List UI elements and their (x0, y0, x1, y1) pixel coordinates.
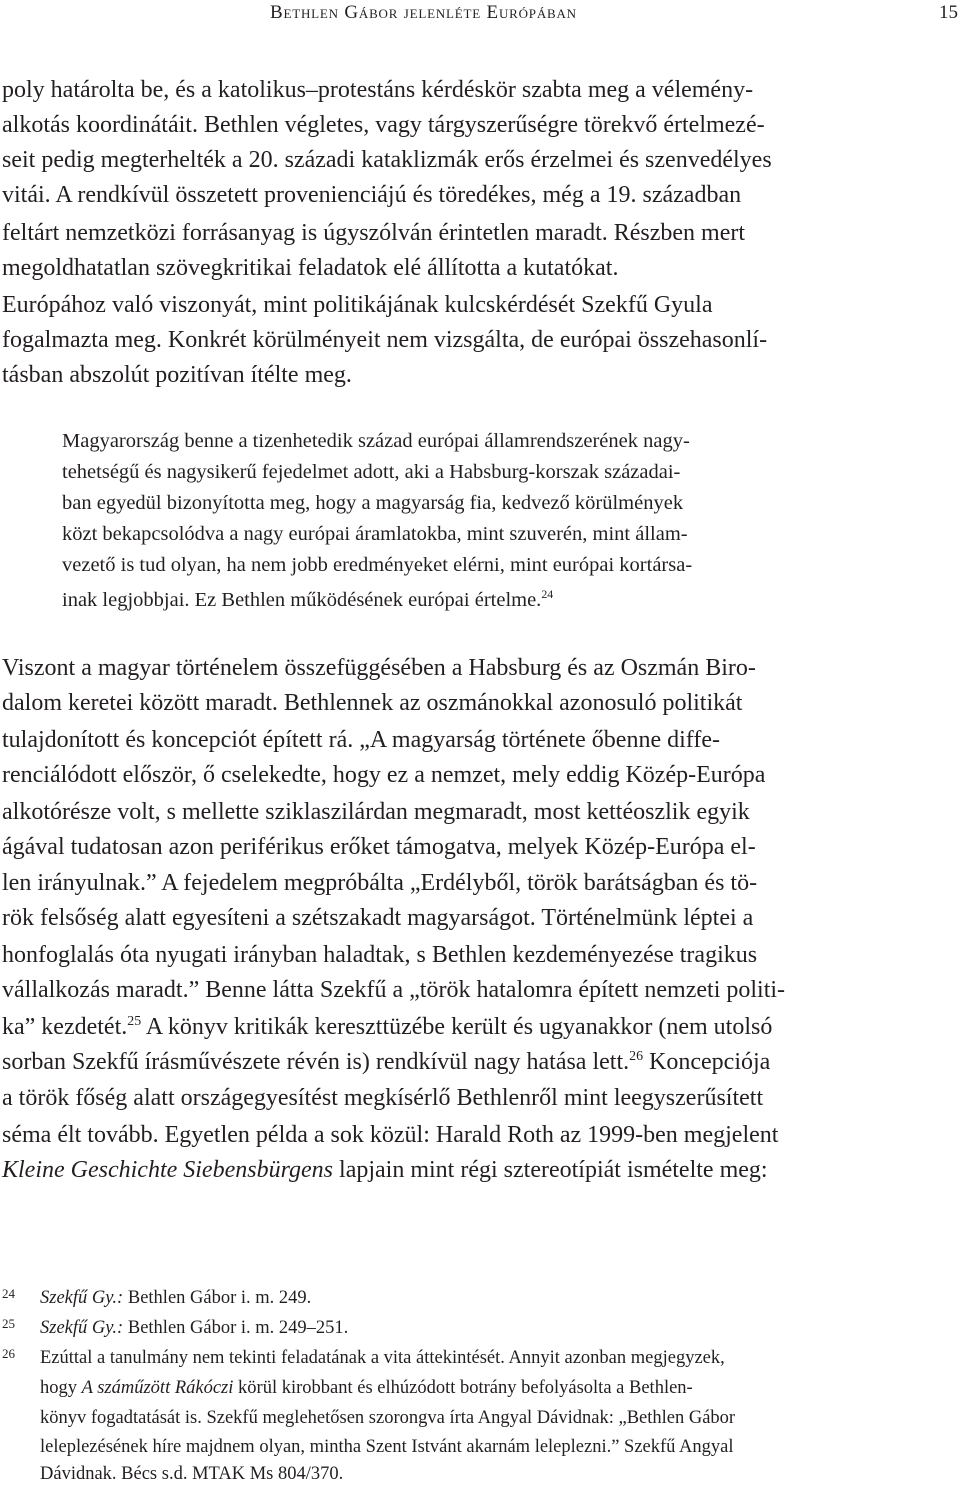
text-span: Koncepciója (643, 1049, 771, 1075)
text-line: vitái. A rendkívül összetett provenienciájú és töredékes, még a 19. században (2, 182, 742, 208)
quote-line: Magyarország benne a tizenhetedik század európai államrendszerének nagy- (62, 430, 690, 452)
text-line: rök felsőség alatt egyesíteni a szétszakadt magyarságot. Történelmünk léptei a (2, 905, 754, 931)
footnote-26-line (40, 1376, 693, 1400)
text-line: alkotórésze volt, s mellette sziklaszilárdan megmaradt, most kettéoszlik egyik (2, 799, 750, 825)
text-line: poly határolta be, és a katolikus–protestáns kérdéskör szabta meg a vélemény- (2, 77, 754, 103)
running-head: Bethlen Gábor jelenléte Európában (270, 2, 577, 23)
text-line: seit pedig megterhelték a 20. századi kataklizmák erős érzelmei és szenvedélyes (2, 147, 772, 173)
footnote-ref[interactable]: 26 (629, 1049, 644, 1064)
text-line: feltárt nemzetközi forrásanyag is úgyszólván érintetlen maradt. Részben mert (2, 220, 746, 246)
text-line: alkotás koordinátáit. Bethlen végletes, vagy tárgyszerűségre törekvő értelmezé- (2, 112, 765, 138)
footnote-26-line: könyv fogadtatását is. Szekfű meglehetősen szorongva írta Angyal Dávidnak: „Bethlen Gábor (40, 1408, 736, 1428)
quote-line: tehetségű és nagysikerű fejedelmet adott, aki a Habsburg-korszak századai- (62, 461, 681, 483)
text-line: a török főség alatt országegyesítést megkísérlő Bethlenről mint leegyszerűsített (2, 1085, 764, 1111)
text-line (2, 1155, 768, 1185)
footnote-text: Bethlen Gábor i. m. 249–251. (123, 1318, 349, 1338)
footnote-24 (40, 1286, 311, 1310)
text-line: tulajdonított és koncepciót épített rá. „A magyarság története őbenne diffe- (2, 727, 720, 753)
footnote-text: hogy (40, 1378, 82, 1398)
page-number: 15 (939, 2, 958, 23)
quote-line: ban egyedül bizonyította meg, hogy a magyarság fia, kedvező körülmények (62, 492, 684, 514)
book-title: A száműzött Rákóczi (81, 1378, 234, 1398)
text-line (2, 1012, 772, 1042)
text-line: Viszont a magyar történelem összefüggésében a Habsburg és az Oszmán Biro- (2, 655, 756, 681)
text-line: ágával tudatosan azon periférikus erőket támogatva, melyek Közép-Európa el- (2, 834, 756, 860)
footnote-number: 24 (2, 1286, 15, 1301)
text-line: fogalmazta meg. Konkrét körülményeit nem vizsgálta, de európai összehasonlí- (2, 327, 768, 353)
text-span: lapjain mint régi sztereotípiát ismételte meg: (333, 1157, 768, 1183)
text-line: len irányulnak.” A fejedelem megpróbálta „Erdélyből, török barátságban és tö- (2, 870, 758, 896)
quote-text: inak legjobbjai. Ez Bethlen működésének európai értelme. (62, 589, 542, 611)
footnote-number: 26 (2, 1346, 15, 1361)
footnote-text: körül kirobbant és elhúzódott botrány befolyásolta a Bethlen- (233, 1378, 693, 1398)
text-line: séma élt tovább. Egyetlen példa a sok közül: Harald Roth az 1999-ben megjelent (2, 1122, 779, 1148)
text-line: honfoglalás óta nyugati irányban haladtak, s Bethlen kezdeményezése tragikus (2, 942, 758, 968)
page-header (0, 0, 960, 30)
footnote-26-line: Dávidnak. Bécs s.d. MTAK Ms 804/370. (40, 1464, 344, 1484)
footnote-26-line: leleplezésének híre majdnem olyan, mintha Szent Istvánt akarnám leleplezni.” Szekfű Angyal (40, 1437, 734, 1457)
footnote-ref[interactable]: 24 (541, 587, 554, 602)
quote-line: vezető is tud olyan, ha nem jobb eredményeket elérni, mint európai kortársa- (62, 554, 693, 576)
text-span: ka” kezdetét. (2, 1014, 128, 1040)
footnote-26-line: Ezúttal a tanulmány nem tekinti feladatának a vita áttekintését. Annyit azonban megjegyzek, (40, 1348, 725, 1368)
footnote-text: Bethlen Gábor i. m. 249. (123, 1288, 312, 1308)
text-line (2, 1047, 770, 1077)
text-line: tásban abszolút pozitívan ítélte meg. (2, 362, 352, 388)
footnote-ref[interactable]: 25 (127, 1014, 142, 1029)
text-line: dalom keretei között maradt. Bethlennek az oszmánokkal azonosuló politikát (2, 690, 743, 716)
book-title: Kleine Geschichte Siebensbürgens (2, 1157, 334, 1183)
footnote-25 (40, 1316, 348, 1340)
text-line: renciálódott először, ő cselekedte, hogy ez a nemzet, mely eddig Közép-Európa (2, 762, 766, 788)
text-line: vállalkozás maradt.” Benne látta Szekfű a „török hatalomra épített nemzeti politi- (2, 977, 786, 1003)
footnote-author: Szekfű Gy.: (40, 1288, 124, 1308)
text-span: sorban Szekfű írásművészete révén is) rendkívül nagy hatása lett. (2, 1049, 630, 1075)
text-span: A könyv kritikák kereszttüzébe került és ugyanakkor (nem utolsó (141, 1014, 773, 1040)
quote-line: közt bekapcsolódva a nagy európai áramlatokba, mint szuverén, mint állam- (62, 523, 688, 545)
quote-line (62, 587, 553, 613)
footnote-author: Szekfű Gy.: (40, 1318, 124, 1338)
text-line: megoldhatatlan szövegkritikai feladatok elé állította a kutatókat. (2, 255, 619, 281)
text-line: Európához való viszonyát, mint politikájának kulcskérdését Szekfű Gyula (2, 292, 713, 318)
footnote-number: 25 (2, 1316, 15, 1331)
